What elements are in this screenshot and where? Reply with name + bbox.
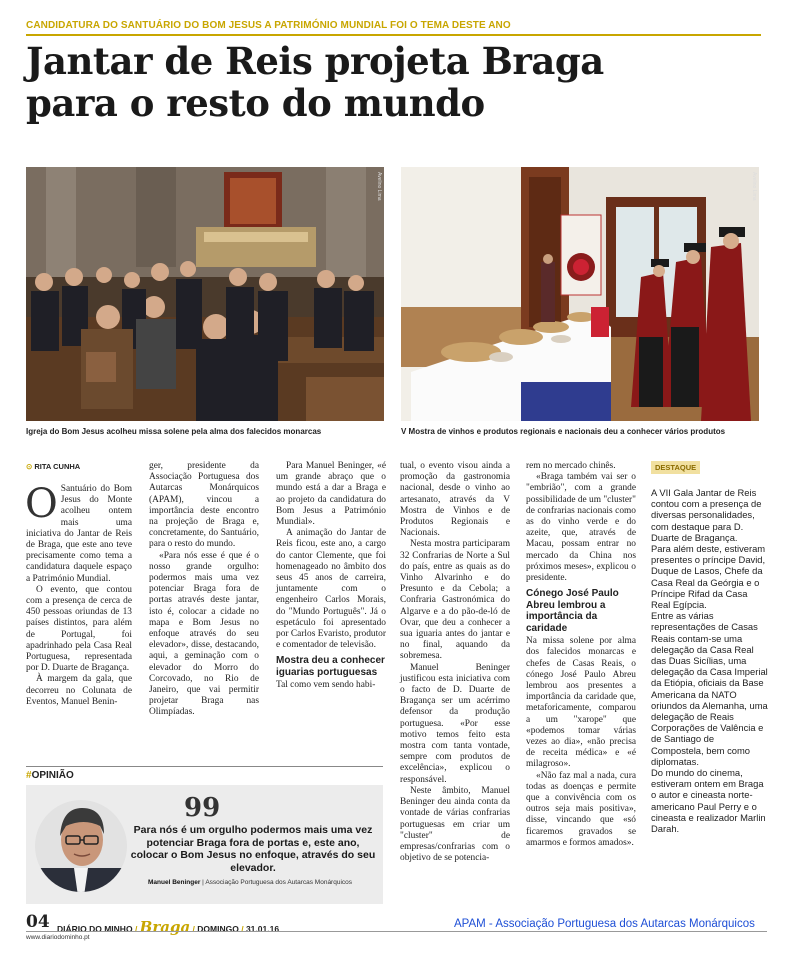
hash-icon: # (26, 770, 32, 781)
page-number: 04 (26, 912, 50, 932)
destaque-p4: Do mundo do cinema, estiveram ontem em Braga o autor e cineasta norte-americano Paul Perry e o cineasta e realizador Marlin Darah. (651, 767, 766, 835)
quote-author-role: | Associação Portuguesa dos Autarcas Monárquicos (200, 879, 353, 886)
quote-mark-icon: 99 (184, 793, 221, 823)
article-col2-p1: ger, presidente da Associação Portuguesa dos Autarcas Monárquicos (APAM), vincou a importância deste encontro na projeção de Braga e, concretamente, do Santuário, para o resto do mundo. (149, 461, 259, 550)
article-col4-p1: tual, o evento visou ainda a promoção da gastronomia nacional, desde o vinho ao artesanato, através da V Mostra de Vinhos e de Produtos Regionais e Nacionais. (400, 461, 510, 539)
subhead-conego: Cónego José Paulo Abreu lembrou a importância da caridade (526, 588, 619, 634)
photo-credit-left: Avelino Lima (376, 172, 382, 201)
article-column-5 (526, 461, 636, 849)
quote-author (148, 879, 352, 886)
destaque-box (651, 487, 769, 834)
footer-url: www.diariodominho.pt (26, 934, 90, 941)
opiniao-divider (26, 766, 383, 767)
footer-masthead: DIÁRIO DO MINHO / Braga / DOMINGO / 31.01.16 (57, 918, 280, 936)
pull-quote: Para nós é um orgulho podermos mais uma vez potenciar Braga fora de portas e, este ano, colocar o Bom Jesus no enfoque, através do seu elevador. (130, 824, 376, 874)
article-col4-p4: Neste âmbito, Manuel Beninger deu ainda conta da vontade de várias confrarias portuguesas em criar um "cluster" de empresas/confrarias com o objetivo de se potencia- (400, 785, 510, 864)
article-col3-p2: A animação do Jantar de Reis ficou, este ano, a cargo do cantor Clemente, que foi homenageado no âmbito dos seus 45 anos de carreira, juntamente com o engenheiro Carlos Morais, do "Mundo Português". Já o espetáculo foi apresentado por Carlos Evaristo, produtor e comentador de televisão. (276, 528, 386, 651)
opiniao-label-text: OPINIÃO (31, 770, 74, 781)
article-col3-p3: Tal como vem sendo habi- (276, 680, 376, 691)
footer-date: 31.01.16 (245, 924, 280, 934)
photo-credit-right: Avelino Lima (751, 172, 757, 201)
destaque-p2: Para além deste, estiveram presentes o príncipe David, Duque de Lasos, Chefe da Casa Real da Geórgia e o Príncipe Rifad da Casa Real Egípcia. (651, 543, 766, 611)
author-portrait (34, 796, 128, 896)
article-column-2 (149, 461, 259, 719)
article-column-4 (400, 461, 510, 864)
photo-church-mass (26, 167, 384, 421)
byline-arrow-icon: ⊙ (26, 462, 33, 471)
kicker: CANDIDATURA DO SANTUÁRIO DO BOM JESUS A PATRIMÓNIO MUNDIAL FOI O TEMA DESTE ANO (26, 20, 761, 36)
article-col1-p3: À margem da gala, que decorreu no Colunata de Eventos, Manuel Benin- (26, 674, 132, 707)
article-col2-p2: «Para nós esse é que é o nosso grande orgulho: podermos mais uma vez potenciar Braga fora de portas através deste jantar, isto é, colocar a cidade no mapa e Bom Jesus no enfoque através do seu elevador», disse, destacando, aqui, a geminação com o elevador do Morro do Corcovado, no Rio de Janeiro, que vai permitir projetar Braga nas Olimpíadas. (149, 550, 259, 718)
footer-section: Braga (139, 918, 191, 936)
dropcap: O (25, 481, 58, 527)
footer-day: DOMINGO (197, 924, 239, 934)
footer-divider (26, 931, 767, 932)
article-col5-p3: Na missa solene por alma dos falecidos monarcas e chefes de Casas Reais, o cónego José Paulo Abreu lembrou aos presentes a importância da caridade que, metaforicamente, comparou a um "xarope" que «podemos tomar várias vezes ao dia», «não precisa de receita médica» e «é milagroso». (526, 636, 636, 770)
footer-paper: DIÁRIO DO MINHO (57, 924, 133, 934)
article-col4-p3: Manuel Beninger justificou esta iniciativa com o facto de D. Duarte de Bragança ser um acérrimo defensor da produção portuguesa. «Por esse motivo temos feito esta mostra com tanta vontade, sempre com produtos de excelência», explicou o responsável. (400, 662, 510, 785)
headline-line-2: para o resto do mundo (26, 81, 485, 125)
photo-wine-exhibition (401, 167, 759, 421)
quote-author-name: Manuel Beninger (148, 879, 201, 886)
apam-credit: APAM - Associação Portuguesa dos Autarcas Monárquicos (454, 918, 755, 930)
byline (26, 462, 80, 471)
subhead-mostra: Mostra deu a conhecer iguarias portuguesas (276, 655, 385, 678)
article-col5-p1: rem no mercado chinês. (526, 461, 616, 471)
headline-line-1: Jantar de Reis projeta Braga (26, 39, 604, 83)
article-column-1 (25, 481, 132, 708)
caption-right: V Mostra de vinhos e produtos regionais e nacionais deu a conhecer vários produtos (401, 427, 726, 436)
article-col5-p2: «Braga também vai ser o "embrião", com a grande possibilidade de um "cluster" de confrarias nacionais como as do vinho verde e do azeite, que, através de Macau, possam entrar no mercado da China nos próximos meses», explicou o presidente. (526, 472, 636, 584)
opiniao-label (26, 770, 74, 781)
article-col1-p1: Santuário do Bom Jesus do Monte acolheu ontem mais uma iniciativa do Jantar de Reis de Braga, que este ano teve precisamente como tema a candidatura daquele espaço a Património Mundial. (26, 484, 132, 584)
headline (26, 40, 766, 124)
article-col3-p1: Para Manuel Beninger, «é um grande abraço que o mundo está a dar a Braga e ao projeto da candidatura do Bom Jesus a Património Mundial». (276, 461, 386, 528)
destaque-p1: A VII Gala Jantar de Reis contou com a presença de diversas personalidades, com destaque para D. Duarte de Bragança. (651, 487, 762, 543)
article-col5-p4: «Não faz mal a nada, cura todas as doenças e permite que a convivência com os outros seja mais positiva», disse, vincando que «só ficaremos gravados se amarmos e formos amados». (526, 770, 636, 848)
article-col4-p2: Nesta mostra participaram 32 Confrarias de Norte a Sul do país, entre as quais as do Vinho Alvarinho e do Presunto e da Cebola; a Confraria Gastronómica do Algarve e a do pão-de-ló de Ovar, que deu a conhecer a sua iguaria antes do jantar e no final, aquando da sobremesa. (400, 539, 510, 662)
article-col1-p2: O evento, que contou com a presença de cerca de 450 pessoas oriundas de 13 países distintos, para além de Portugal, foi apadrinhado pela Casa Real Portuguesa, representada por D. Duarte de Bragança. (26, 584, 132, 674)
caption-left: Igreja do Bom Jesus acolheu missa solene pela alma dos falecidos monarcas (26, 427, 322, 436)
byline-author: RITA CUNHA (34, 462, 81, 471)
article-column-3 (276, 461, 386, 692)
destaque-p3: Entre as várias representações de Casas Reais contam-se uma delegação da Casa Real das Duas Sicílias, uma delegação da Casa Imperial da Etiópia, oficiais da Base Americana da NATO oriundos da Alemanha, uma delegação de Reais Corporações de Valência e de Santiago de Compostela, bem como diplomatas. (651, 610, 768, 767)
destaque-label: DESTAQUE (651, 461, 700, 474)
